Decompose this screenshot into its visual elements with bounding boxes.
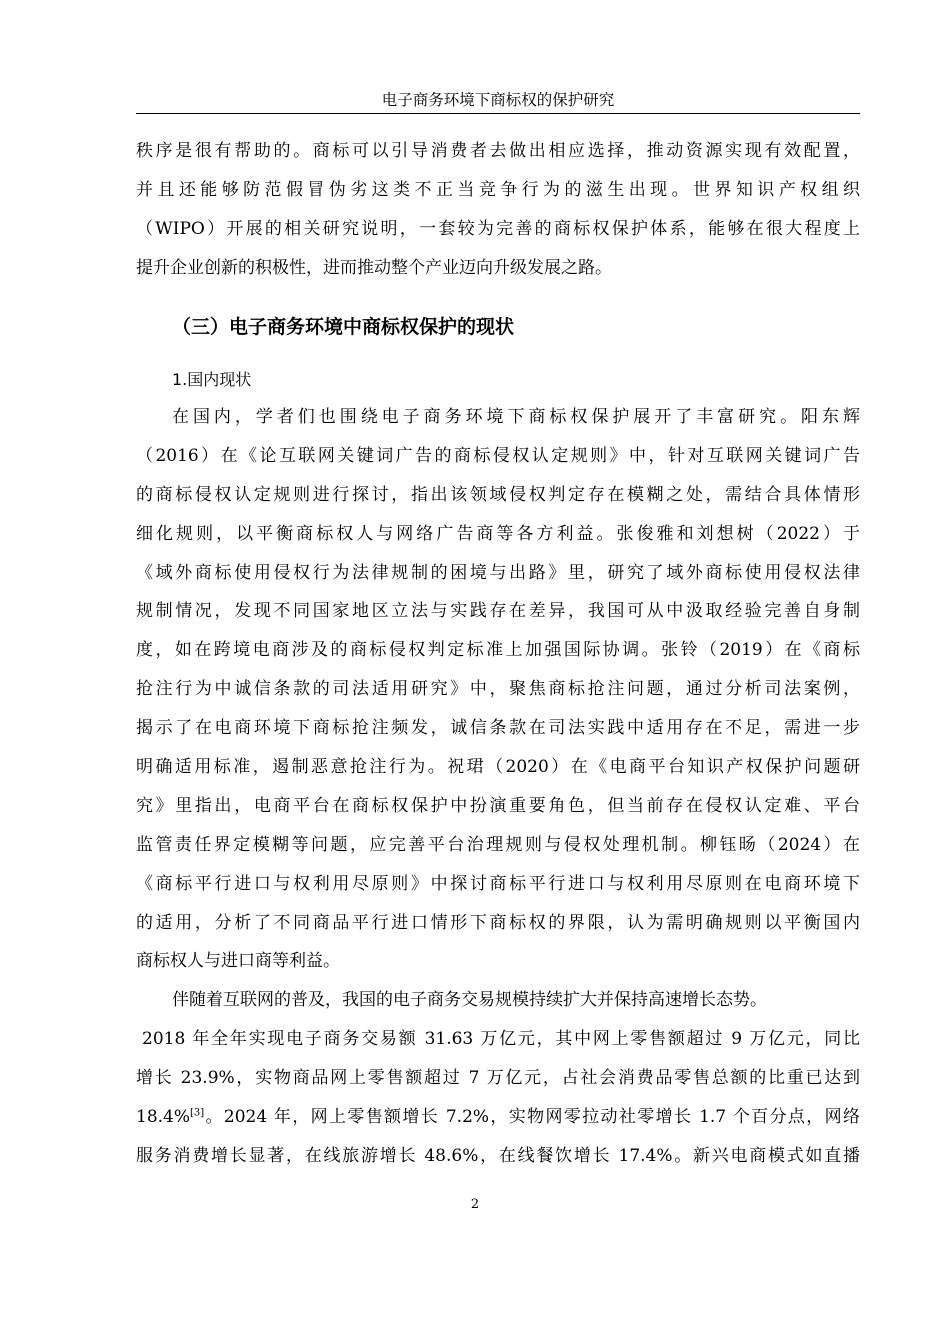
text-line: 在国内，学者们也围绕电子商务环境下商标权保护展开了丰富研究。阳东辉	[172, 407, 860, 427]
text-line: 《域外商标使用侵权行为法律规制的困境与出路》里，研究了域外商标使用侵权法律	[136, 562, 860, 583]
text-fragment: 18.4%	[136, 1107, 191, 1128]
text-line: 的适用，分析了不同商品平行进口情形下商标权的界限，认为需明确规则以平衡国内	[136, 912, 860, 933]
citation-ref[interactable]: [3]	[190, 1107, 205, 1119]
body-text	[136, 398, 860, 1176]
text-line-with-citation	[136, 1098, 860, 1137]
page-number: 2	[470, 1197, 480, 1212]
text-fragment: 。2024 年，网上零售额增长 7.2%，实物网零拉动社零增长 1.7 个百分点，网络	[204, 1107, 860, 1128]
text-line: 规制情况，发现不同国家地区立法与实践存在差异，我国可从中汲取经验完善自身制	[136, 601, 860, 622]
text-line: 2018 年全年实现电子商务交易额 31.63 万亿元，其中网上零售额超过 9 万亿元，同比	[142, 1029, 860, 1050]
text-line: 明确适用标准，遏制恶意抢注行为。祝珺（2020）在《电商平台知识产权保护问题研	[136, 757, 860, 778]
text-line: 细化规则，以平衡商标权人与网络广告商等各方利益。张俊雅和刘想树（2022）于	[136, 523, 860, 544]
text-line: 增长 23.9%，实物商品网上零售额超过 7 万亿元，占社会消费品零售总额的比重已达到	[136, 1068, 860, 1089]
text-line: （2016）在《论互联网关键词广告的商标侵权认定规则》中，针对互联网关键词广告	[136, 445, 860, 466]
subsection-heading: 1.国内现状	[172, 370, 252, 389]
text-line: 究》里指出，电商平台在商标权保护中扮演重要角色，但当前存在侵权认定难、平台	[136, 795, 860, 816]
paragraph-ecommerce-growth	[136, 981, 860, 1175]
page-header: 电子商务环境下商标权的保护研究	[381, 91, 615, 109]
text-line: 抢注行为中诚信条款的司法适用研究》中，聚焦商标抢注问题，通过分析司法案例，	[136, 679, 860, 700]
text-line: 伴随着互联网的普及，我国的电子商务交易规模持续扩大并保持高速增长态势。	[172, 990, 767, 1011]
text-line: 服务消费增长显著，在线旅游增长 48.6%，在线餐饮增长 17.4%。新兴电商模式如直播	[136, 1145, 860, 1166]
section-heading: （三）电子商务环境中商标权保护的现状	[172, 316, 515, 338]
text-line: 并且还能够防范假冒伪劣这类不正当竞争行为的滋生出现。世界知识产权组织	[136, 179, 860, 200]
text-line: 提升企业创新的积极性，进而推动整个产业迈向升级发展之路。	[136, 257, 612, 278]
text-line: （WIPO）开展的相关研究说明，一套较为完善的商标权保护体系，能够在很大程度上	[136, 218, 860, 239]
text-line: 监管责任界定模糊等问题，应完善平台治理规则与侵权处理机制。柳钰旸（2024）在	[136, 834, 860, 855]
intro-paragraph	[136, 132, 860, 288]
text-line: 的商标侵权认定规则进行探讨，指出该领域侵权判定存在模糊之处，需结合具体情形	[136, 484, 860, 505]
text-line: 度，如在跨境电商涉及的商标侵权判定标准上加强国际协调。张铃（2019）在《商标	[136, 640, 860, 661]
text-line: 秩序是很有帮助的。商标可以引导消费者去做出相应选择，推动资源实现有效配置，	[136, 141, 860, 161]
text-line: 《商标平行进口与权利用尽原则》中探讨商标平行进口与权利用尽原则在电商环境下	[136, 873, 860, 894]
text-line: 商标权人与进口商等利益。	[136, 951, 340, 972]
text-line: 揭示了在电商环境下商标抢注频发，诚信条款在司法实践中适用存在不足，需进一步	[136, 718, 860, 739]
header-rule	[136, 113, 860, 114]
paragraph-domestic-research	[136, 398, 860, 981]
